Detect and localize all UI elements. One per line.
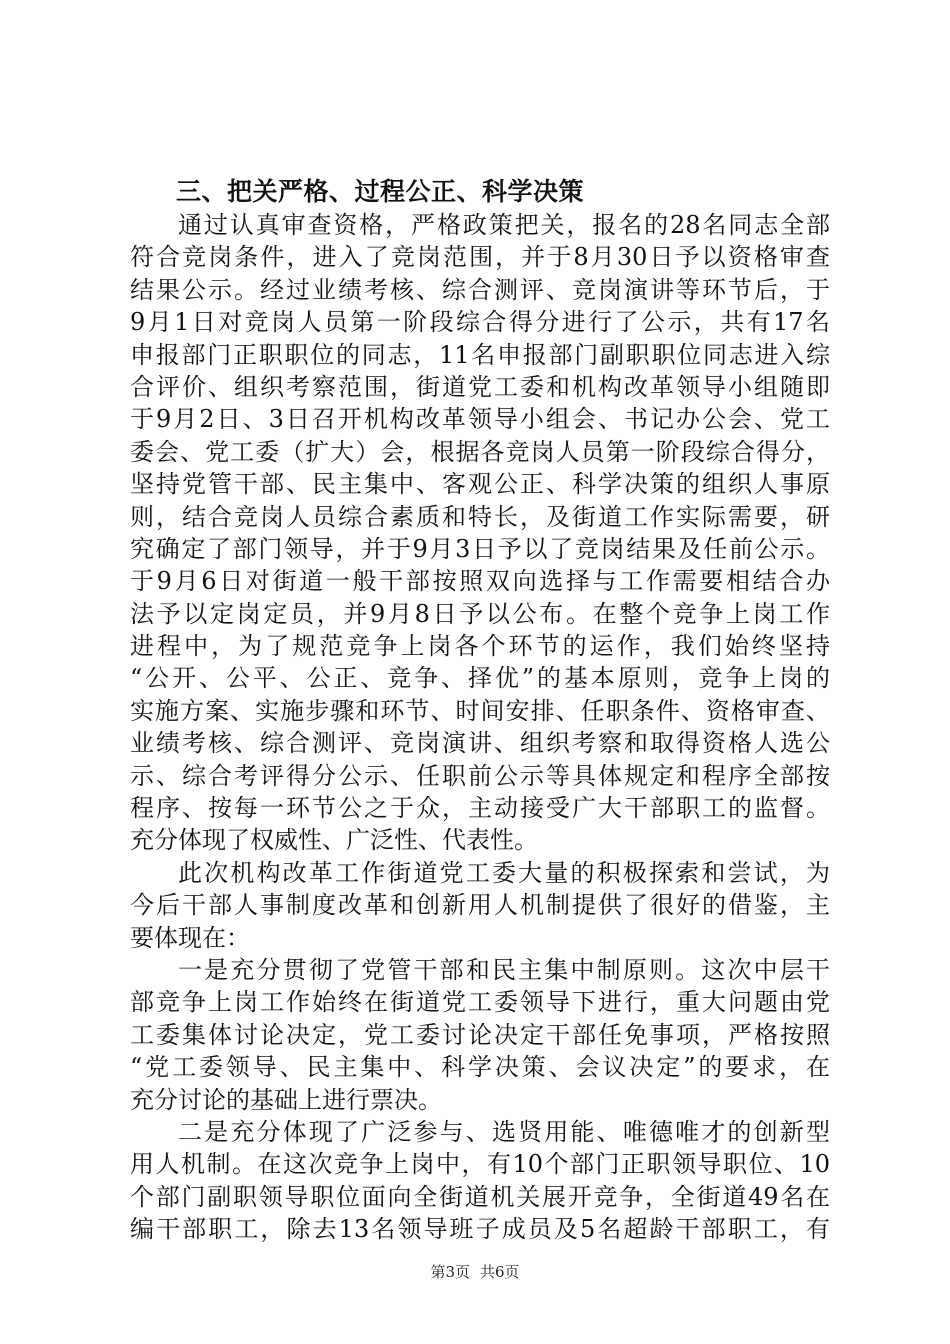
text-line: 合评价、组织考察范围，街道党工委和机构改革领导小组随即 bbox=[130, 372, 830, 401]
paragraph bbox=[130, 857, 830, 954]
text-line: 委会、党工委（扩大）会，根据各竞岗人员第一阶段综合得分， bbox=[130, 437, 830, 466]
paragraph bbox=[130, 954, 830, 1116]
text-line: 申报部门正职职位的同志，11名申报部门副职职位同志进入综 bbox=[130, 340, 830, 369]
text-line: 充分体现了权威性、广泛性、代表性。 bbox=[130, 826, 538, 855]
text-line: “党工委领导、民主集中、科学决策、会议决定”的要求，在 bbox=[130, 1053, 830, 1082]
text-line: 通过认真审查资格，严格政策把关，报名的28名同志全部 bbox=[178, 211, 830, 239]
paragraph-list bbox=[130, 209, 830, 1246]
text-line: 于9月6日对街道一般干部按照双向选择与工作需要相结合办 bbox=[130, 567, 830, 596]
text-line: 法予以定岗定员，并9月8日予以公布。在整个竞争上岗工作 bbox=[130, 599, 830, 628]
text-line: 9月1日对竞岗人员第一阶段综合得分进行了公示，共有17名 bbox=[130, 308, 830, 337]
text-line: “公开、公平、公正、竞争、择优”的基本原则，竞争上岗的 bbox=[130, 664, 830, 693]
text-line: 要体现在： bbox=[130, 923, 250, 952]
text-line: 业绩考核、综合测评、竞岗演讲、组织考察和取得资格人选公 bbox=[130, 729, 830, 758]
text-line: 用人机制。在这次竞争上岗中，有10个部门正职领导职位、10 bbox=[130, 1150, 830, 1179]
text-line: 坚持党管干部、民主集中、客观公正、科学决策的组织人事原 bbox=[130, 470, 830, 499]
text-line: 今后干部人事制度改革和创新用人机制提供了很好的借鉴，主 bbox=[130, 891, 830, 920]
text-line: 工委集体讨论决定，党工委讨论决定干部任免事项，严格按照 bbox=[130, 1020, 830, 1049]
text-line: 此次机构改革工作街道党工委大量的积极探索和尝试，为 bbox=[178, 858, 830, 887]
text-line: 程序、按每一环节公之于众，主动接受广大干部职工的监督。 bbox=[130, 794, 830, 823]
text-line: 编干部职工，除去13名领导班子成员及5名超龄干部职工，有 bbox=[130, 1215, 830, 1244]
text-line: 部竞争上岗工作始终在街道党工委领导下进行，重大问题由党 bbox=[130, 988, 830, 1017]
text-line: 个部门副职领导职位面向全街道机关展开竞争，全街道49名在 bbox=[130, 1182, 830, 1211]
section-heading: 三、把关严格、过程公正、科学决策 bbox=[176, 177, 585, 206]
text-line: 究确定了部门领导，并于9月3日予以了竞岗结果及任前公示。 bbox=[130, 534, 830, 563]
text-line: 一是充分贯彻了党管干部和民主集中制原则。这次中层干 bbox=[178, 955, 830, 984]
text-line: 充分讨论的基础上进行票决。 bbox=[130, 1085, 442, 1114]
text-line: 示、综合考评得分公示、任职前公示等具体规定和程序全部按 bbox=[130, 761, 830, 790]
paragraph bbox=[130, 1116, 830, 1246]
page-footer bbox=[0, 1262, 950, 1282]
text-line: 结果公示。经过业绩考核、综合测评、竞岗演讲等环节后，于 bbox=[130, 275, 830, 304]
page-number: 第3页 bbox=[430, 1263, 470, 1281]
text-line: 于9月2日、3日召开机构改革领导小组会、书记办公会、党工 bbox=[130, 405, 830, 434]
page-total: 共6页 bbox=[480, 1263, 520, 1281]
paragraph bbox=[130, 209, 830, 857]
text-line: 符合竞岗条件，进入了竞岗范围，并于8月30日予以资格审查 bbox=[130, 243, 830, 272]
text-line: 则，结合竞岗人员综合素质和特长，及街道工作实际需要，研 bbox=[130, 502, 830, 531]
document-body bbox=[130, 175, 830, 1246]
text-line: 实施方案、实施步骤和环节、时间安排、任职条件、资格审查、 bbox=[130, 696, 830, 725]
text-line: 进程中，为了规范竞争上岗各个环节的运作，我们始终坚持 bbox=[130, 632, 830, 661]
text-line: 二是充分体现了广泛参与、选贤用能、唯德唯才的创新型 bbox=[178, 1117, 830, 1146]
